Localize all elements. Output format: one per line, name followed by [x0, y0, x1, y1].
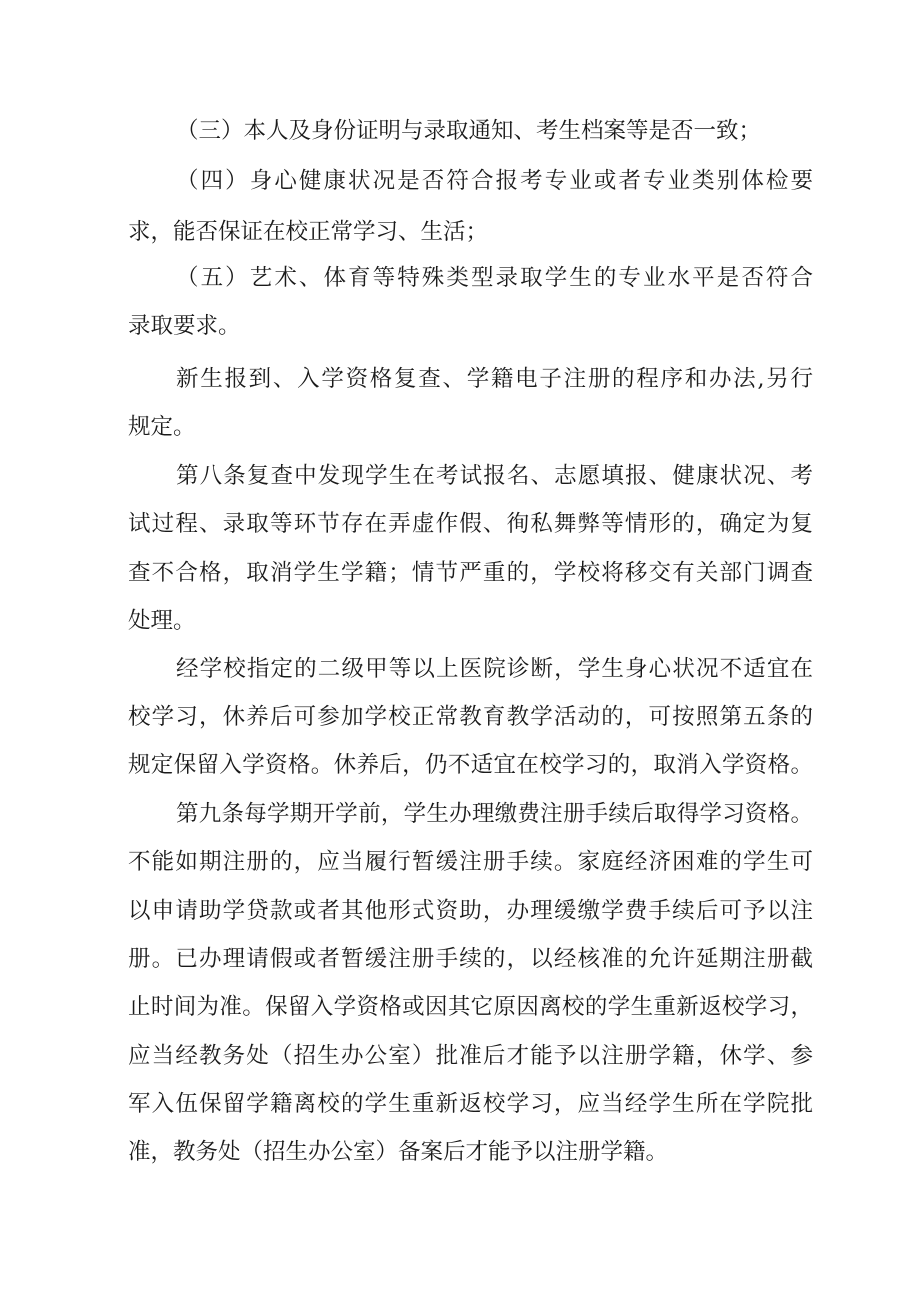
text-line: 准，教务处（招生办公室）备案后才能予以注册学籍。: [128, 1139, 669, 1165]
text-line: 查不合格，取消学生学籍；情节严重的，学校将移交有关部门调查: [128, 560, 813, 586]
text-line: 第八条复查中发现学生在考试报名、志愿填报、健康状况、考: [176, 463, 813, 489]
text-line: 止时间为准。保留入学资格或因其它原因离校的学生重新返校学习，: [128, 994, 813, 1020]
text-line: 册。已办理请假或者暂缓注册手续的，以经核准的允许延期注册截: [128, 946, 813, 972]
text-line: 规定保留入学资格。休养后，仍不适宜在校学习的，取消入学资格。: [128, 752, 813, 778]
text-line: 不能如期注册的，应当履行暂缓注册手续。家庭经济困难的学生可: [128, 849, 813, 875]
text-line: 求，能否保证在校正常学习、生活；: [128, 219, 489, 245]
text-line: 校学习，休养后可参加学校正常教育教学活动的，可按照第五条的: [128, 704, 813, 730]
text-line: （五）艺术、体育等特殊类型录取学生的专业水平是否符合: [176, 265, 813, 291]
text-line: 录取要求。: [128, 313, 241, 339]
text-line: （三）本人及身份证明与录取通知、考生档案等是否一致；: [176, 118, 762, 144]
text-line: （四）身心健康状况是否符合报考专业或者专业类别体检要: [176, 168, 813, 194]
text-line: 第九条每学期开学前，学生办理缴费注册手续后取得学习资格。: [176, 801, 813, 827]
text-line: 处理。: [128, 608, 196, 634]
text-line: 经学校指定的二级甲等以上医院诊断，学生身心状况不适宜在: [176, 656, 813, 682]
text-line: 以申请助学贷款或者其他形式资助，办理缓缴学费手续后可予以注: [128, 898, 813, 924]
text-line: 军入伍保留学籍离校的学生重新返校学习，应当经学生所在学院批: [128, 1091, 813, 1117]
text-line: 应当经教务处（招生办公室）批准后才能予以注册学籍，休学、参: [128, 1043, 813, 1069]
text-line: 规定。: [128, 414, 196, 440]
text-line: 试过程、录取等环节存在弄虚作假、徇私舞弊等情形的，确定为复: [128, 511, 813, 537]
text-line: 新生报到、入学资格复查、学籍电子注册的程序和办法,另行: [176, 366, 813, 392]
